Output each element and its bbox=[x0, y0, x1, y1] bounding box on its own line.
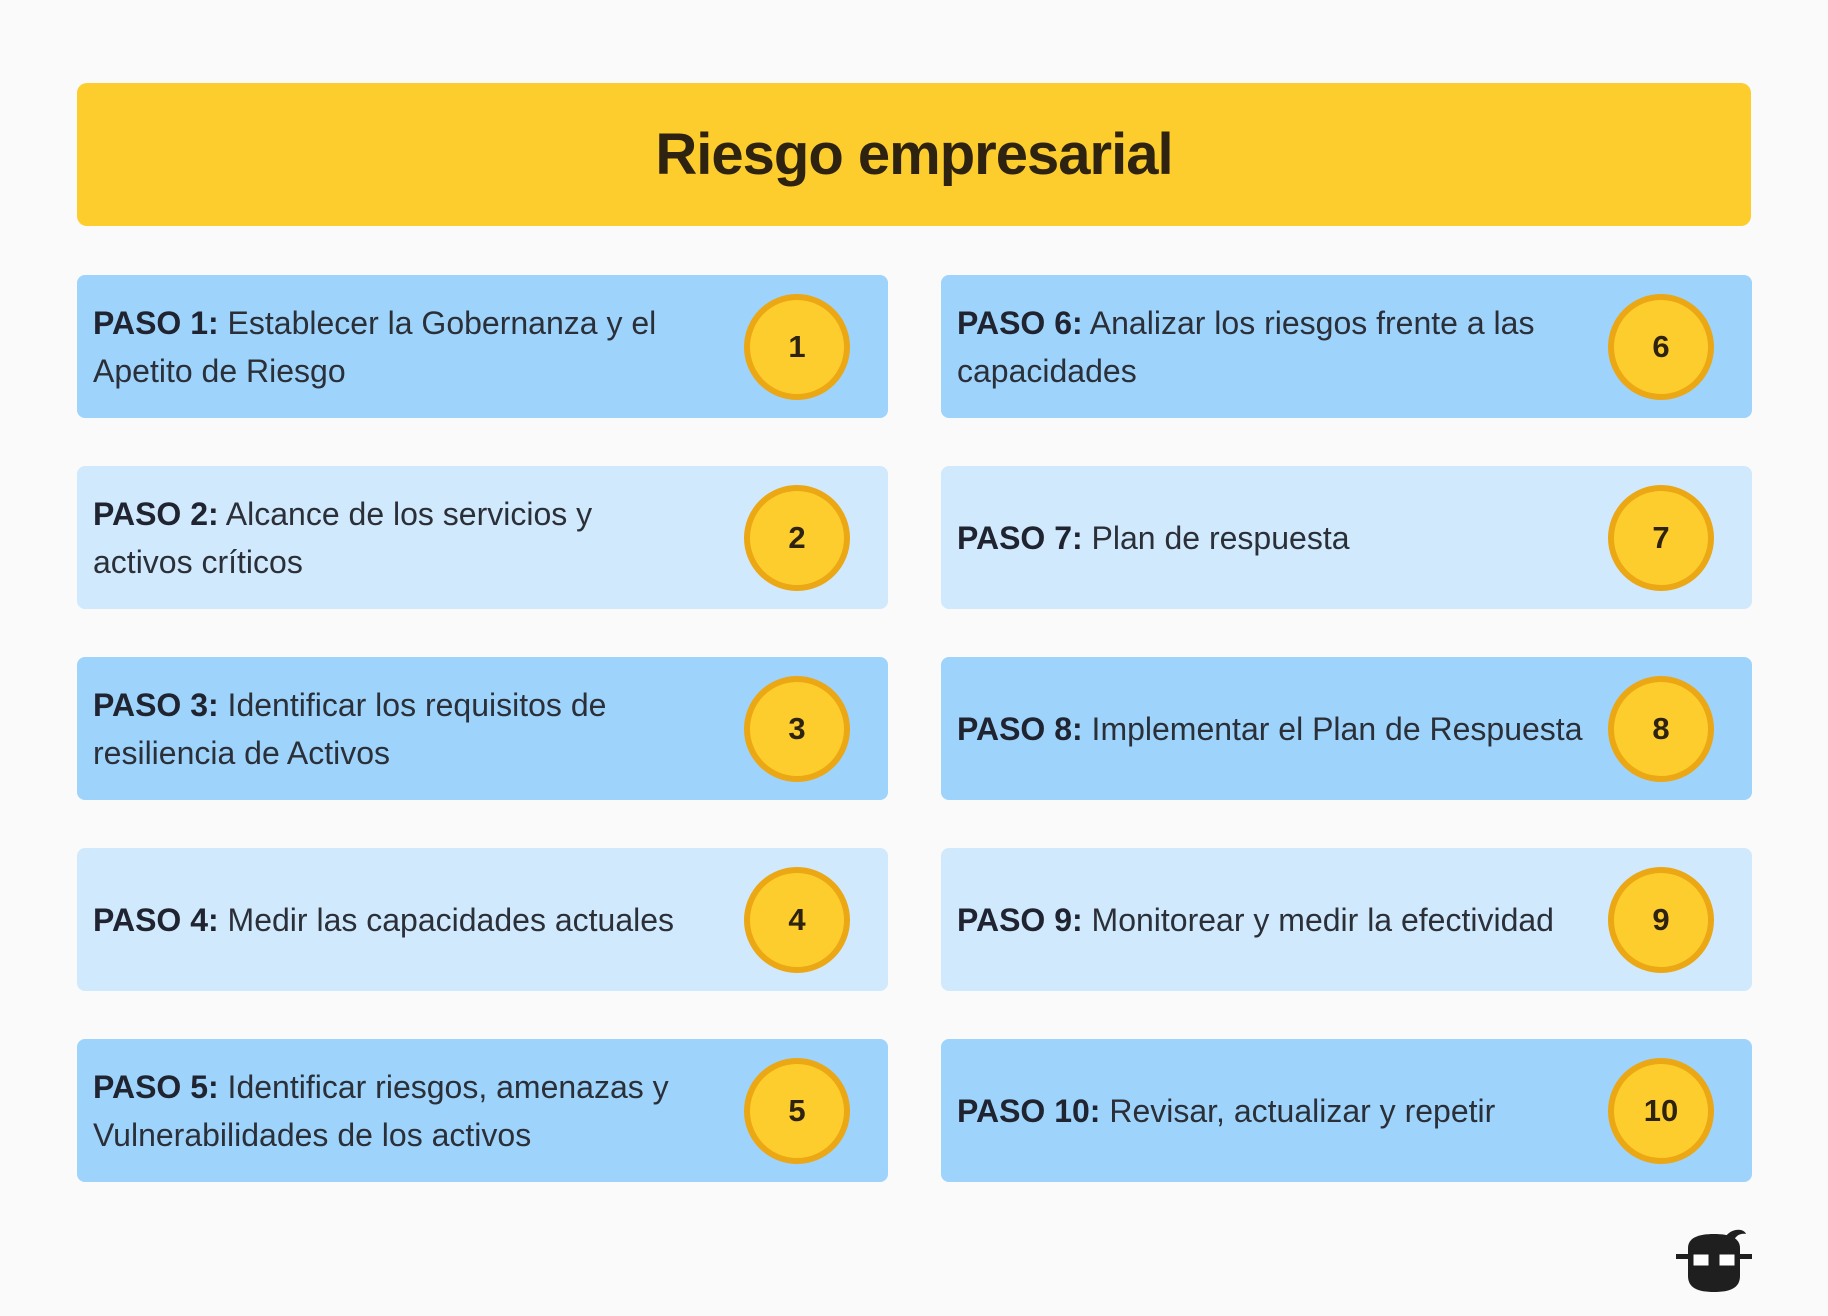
step-text bbox=[93, 896, 674, 944]
step-label: PASO 5: bbox=[93, 1068, 219, 1105]
step-description: Implementar el Plan de Respuesta bbox=[1091, 710, 1583, 747]
step-text bbox=[93, 1063, 688, 1159]
step-number-badge: 8 bbox=[1608, 676, 1714, 782]
step-number-badge: 9 bbox=[1608, 867, 1714, 973]
step-card-6 bbox=[941, 275, 1752, 418]
step-card-2 bbox=[77, 466, 888, 609]
step-text bbox=[93, 681, 688, 777]
step-card-7 bbox=[941, 466, 1752, 609]
step-text bbox=[957, 299, 1552, 395]
step-label: PASO 7: bbox=[957, 519, 1083, 556]
step-description: Identificar los requisitos de resiliencia de Activos bbox=[93, 686, 607, 771]
step-number-badge: 1 bbox=[744, 294, 850, 400]
step-text bbox=[93, 299, 688, 395]
step-description: Alcance de los servicios y activos críticos bbox=[93, 495, 593, 580]
step-card-3 bbox=[77, 657, 888, 800]
step-card-1 bbox=[77, 275, 888, 418]
step-number-badge: 7 bbox=[1608, 485, 1714, 591]
step-label: PASO 9: bbox=[957, 901, 1083, 938]
step-description: Identificar riesgos, amenazas y Vulnerabilidades de los activos bbox=[93, 1068, 669, 1153]
step-number-badge: 10 bbox=[1608, 1058, 1714, 1164]
step-description: Revisar, actualizar y repetir bbox=[1109, 1092, 1496, 1129]
step-text bbox=[957, 705, 1582, 753]
step-card-9 bbox=[941, 848, 1752, 991]
step-card-8 bbox=[941, 657, 1752, 800]
step-label: PASO 1: bbox=[93, 304, 219, 341]
step-description: Establecer la Gobernanza y el Apetito de Riesgo bbox=[93, 304, 657, 389]
step-label: PASO 3: bbox=[93, 686, 219, 723]
step-number-badge: 4 bbox=[744, 867, 850, 973]
step-number-badge: 6 bbox=[1608, 294, 1714, 400]
step-description: Plan de respuesta bbox=[1091, 519, 1350, 556]
step-number-badge: 2 bbox=[744, 485, 850, 591]
step-text bbox=[957, 514, 1350, 562]
step-number-badge: 3 bbox=[744, 676, 850, 782]
step-card-10 bbox=[941, 1039, 1752, 1182]
step-number-badge: 5 bbox=[744, 1058, 850, 1164]
step-description: Monitorear y medir la efectividad bbox=[1091, 901, 1554, 938]
title-banner bbox=[77, 83, 1751, 226]
nerd-mascot-icon bbox=[1674, 1226, 1754, 1296]
step-text bbox=[957, 896, 1554, 944]
step-label: PASO 10: bbox=[957, 1092, 1101, 1129]
step-label: PASO 4: bbox=[93, 901, 219, 938]
step-text bbox=[93, 490, 688, 586]
page-title: Riesgo empresarial bbox=[655, 122, 1173, 187]
step-label: PASO 2: bbox=[93, 495, 219, 532]
step-card-4 bbox=[77, 848, 888, 991]
step-description: Analizar los riesgos frente a las capacidades bbox=[957, 304, 1535, 389]
step-text bbox=[957, 1087, 1495, 1135]
step-card-5 bbox=[77, 1039, 888, 1182]
step-label: PASO 8: bbox=[957, 710, 1083, 747]
step-description: Medir las capacidades actuales bbox=[227, 901, 675, 938]
step-label: PASO 6: bbox=[957, 304, 1083, 341]
